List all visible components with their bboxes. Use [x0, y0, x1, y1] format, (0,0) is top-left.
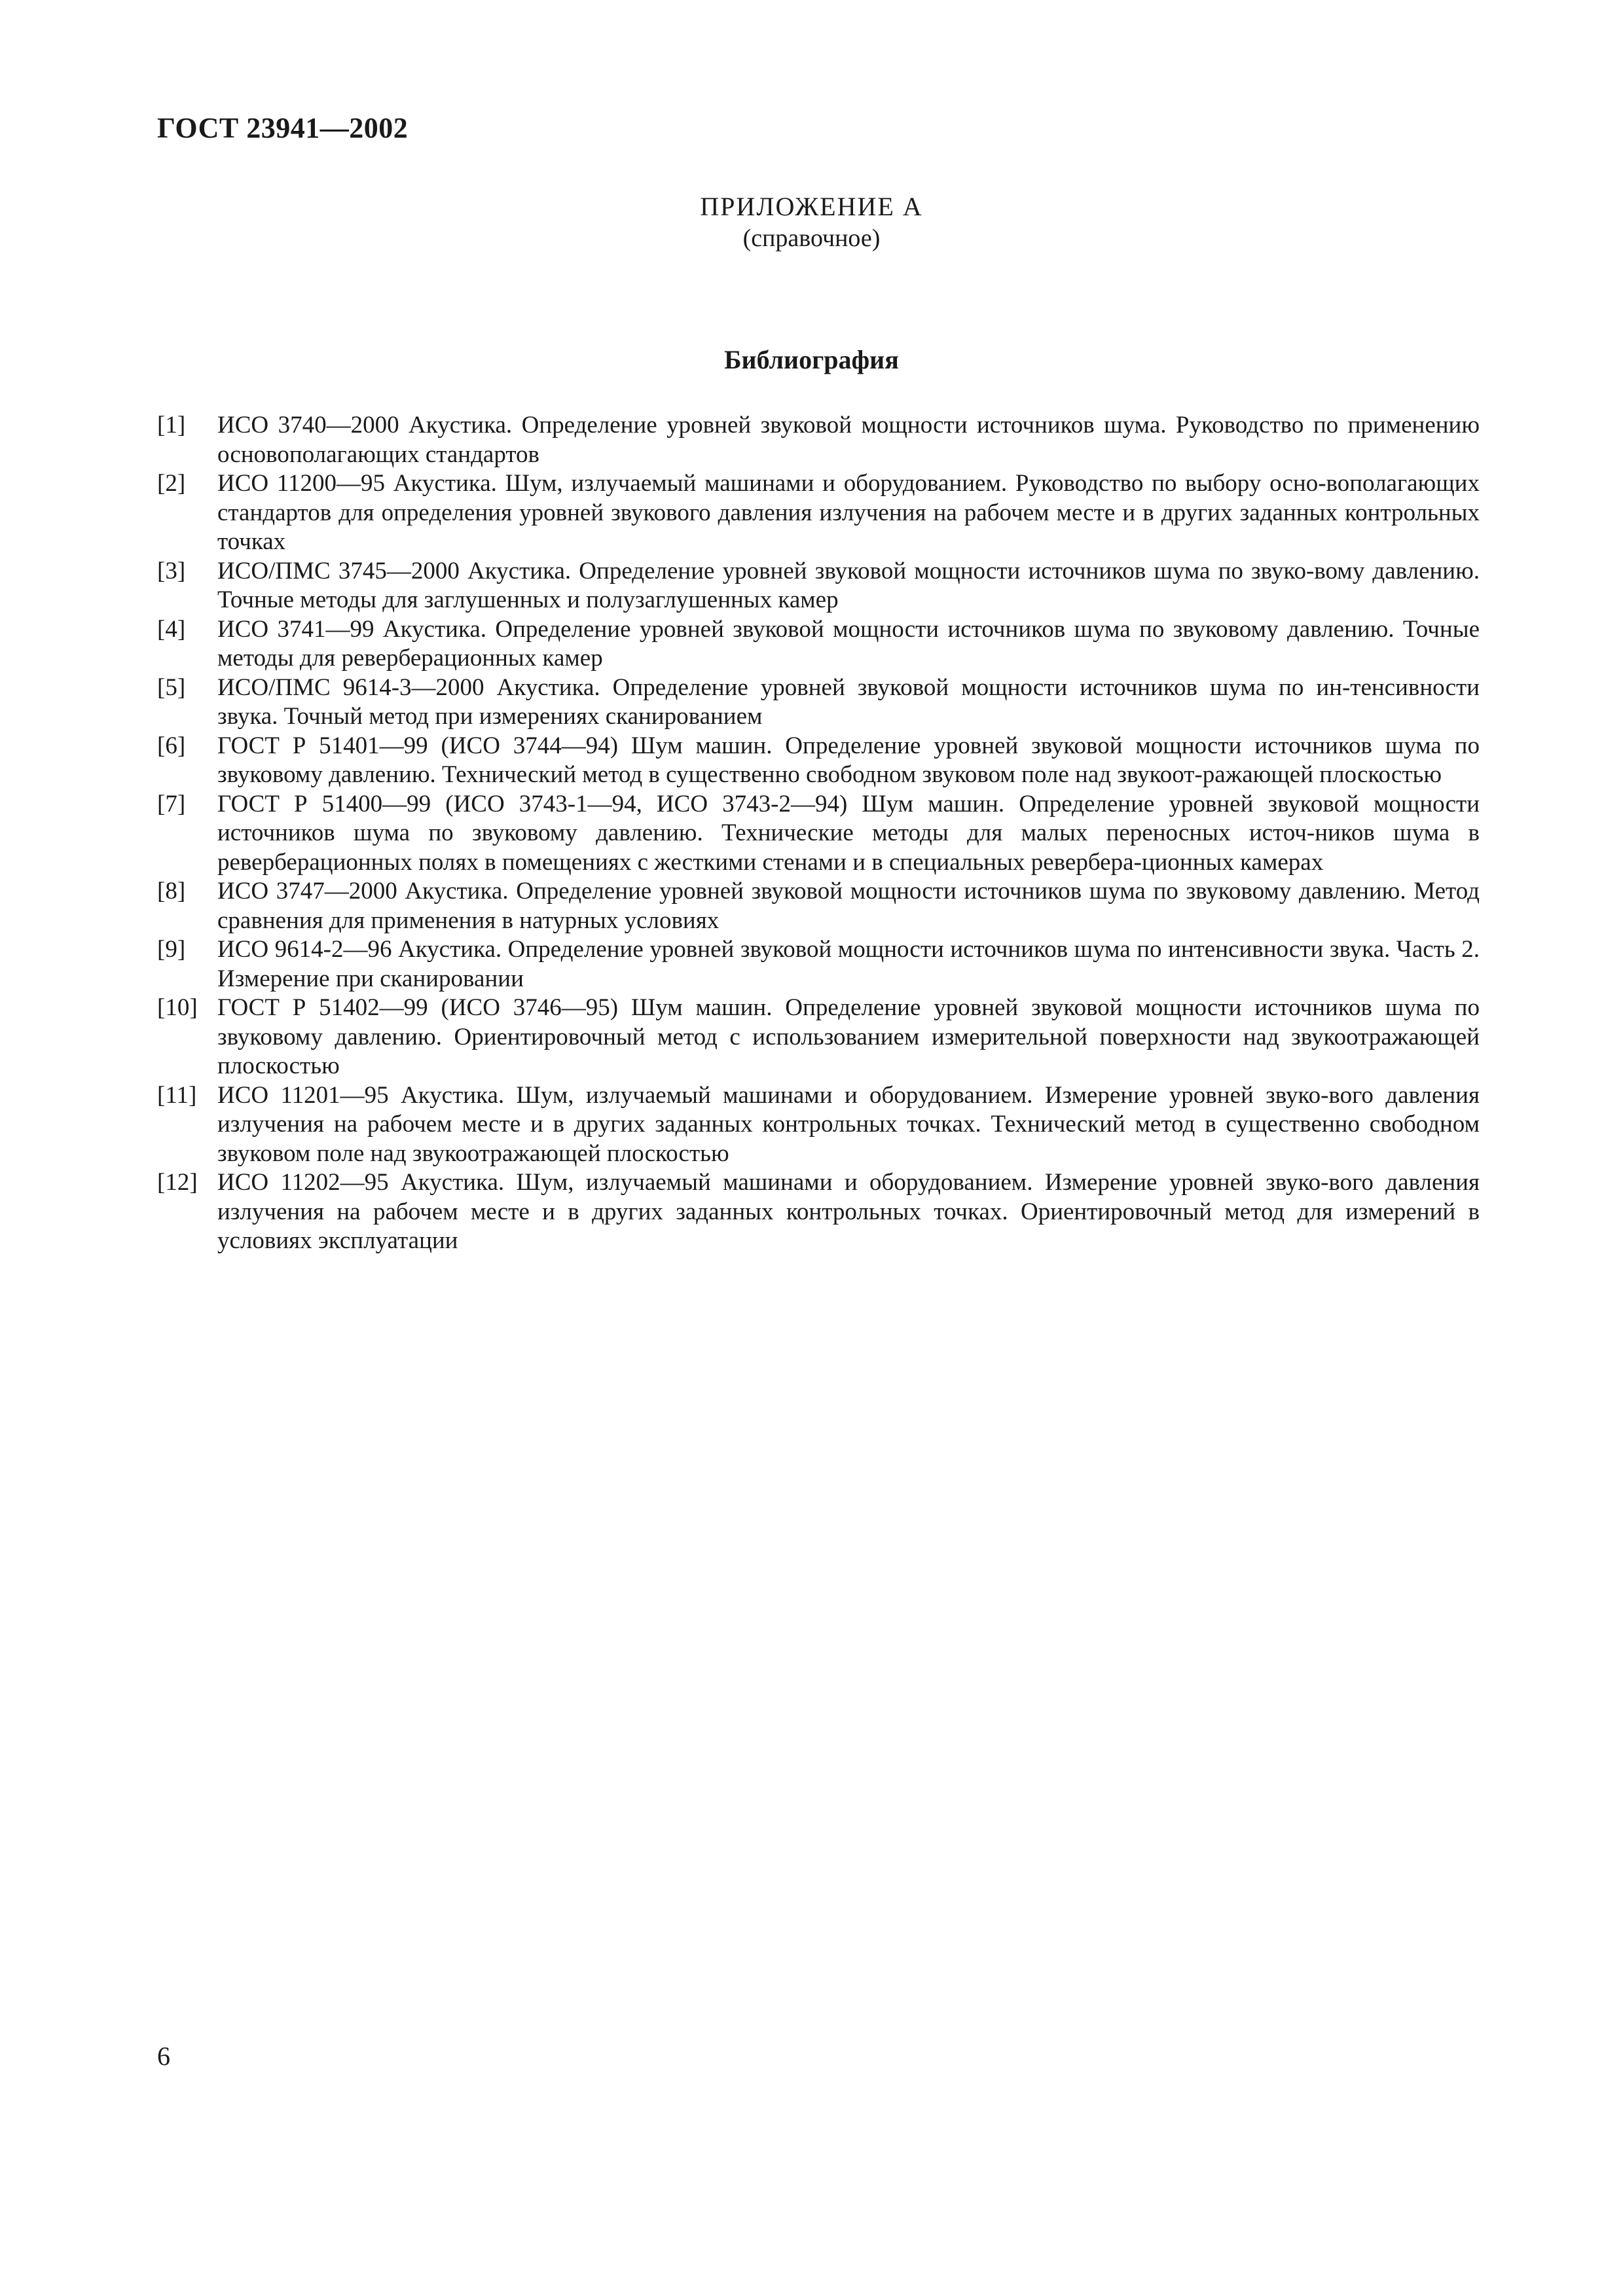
- bibliography-entry: [157, 469, 1480, 557]
- bibliography-entry: [157, 673, 1480, 732]
- bibliography-entry: [157, 877, 1480, 935]
- bibliography-entry: [157, 935, 1480, 994]
- bibliography-entry: [157, 411, 1480, 469]
- entry-number: [4]: [157, 615, 186, 643]
- document-header-id: ГОСТ 23941—2002: [157, 112, 409, 144]
- bibliography-entry: [157, 790, 1480, 878]
- entry-number: [11]: [157, 1081, 197, 1109]
- entry-text: ИСО 3741—99 Акустика. Определение уровней звуковой мощности источников шума по звуковому давлению. Точные методы для реверберационных камер: [217, 615, 1480, 672]
- entry-number: [7]: [157, 790, 186, 817]
- entry-number: [1]: [157, 412, 186, 439]
- entry-text: ГОСТ Р 51402—99 (ИСО 3746—95) Шум машин. Определение уровней звуковой мощности источников шума по звуковому давлению. Ориентировочный метод с использованием измерительной поверхности над звукоотражающей плоскостью: [217, 994, 1480, 1079]
- entry-text: ИСО 11201—95 Акустика. Шум, излучаемый машинами и оборудованием. Измерение уровней звуко-вого давления излучения на рабочем месте и в других заданных контрольных точках. Технический метод в существенно свободном звуковом поле над звукоотражающей плоскостью: [217, 1081, 1480, 1167]
- entry-number: [10]: [157, 994, 198, 1021]
- bibliography-entry: [157, 732, 1480, 790]
- entry-text: ИСО 3747—2000 Акустика. Определение уровней звуковой мощности источников шума по звуковому давлению. Метод сравнения для применения в натурных условиях: [217, 878, 1480, 934]
- entry-text: ГОСТ Р 51401—99 (ИСО 3744—94) Шум машин. Определение уровней звуковой мощности источников шума по звуковому давлению. Технический метод в существенно свободном звуковом поле над звукоот-ражающей плоскостью: [217, 732, 1480, 788]
- bibliography-entry: [157, 615, 1480, 673]
- page-number: 6: [157, 2041, 170, 2071]
- bibliography-list: [157, 411, 1480, 1256]
- bibliography-entry: [157, 557, 1480, 615]
- entry-number: [8]: [157, 878, 186, 905]
- annex-subtitle: (справочное): [742, 224, 881, 252]
- entry-number: [6]: [157, 732, 186, 759]
- entry-number: [2]: [157, 470, 186, 497]
- bibliography-entry: [157, 994, 1480, 1081]
- entry-text: ИСО 11202—95 Акустика. Шум, излучаемый машинами и оборудованием. Измерение уровней звуко-вого давления излучения на рабочем месте и в других заданных контрольных точках. Ориентировочный метод для измерений в условиях эксплуатации: [217, 1169, 1480, 1254]
- entry-text: ИСО/ПМС 3745—2000 Акустика. Определение уровней звуковой мощности источников шума по звуко-вому давлению. Точные методы для заглушенных и полузаглушенных камер: [217, 557, 1480, 613]
- entry-text: ИСО 3740—2000 Акустика. Определение уровней звуковой мощности источников шума. Руководство по применению основополагающих стандартов: [217, 412, 1480, 468]
- bibliography-entry: [157, 1081, 1480, 1169]
- entry-text: ИСО 11200—95 Акустика. Шум, излучаемый машинами и оборудованием. Руководство по выбору осно-вополагающих стандартов для определения уровней звукового давления излучения на рабочем месте и в других заданных контрольных точках: [217, 470, 1480, 555]
- entry-number: [9]: [157, 936, 186, 963]
- annex-title: ПРИЛОЖЕНИЕ А: [700, 192, 923, 221]
- entry-number: [3]: [157, 557, 186, 584]
- annex-heading: [0, 191, 1623, 254]
- entry-text: ИСО 9614-2—96 Акустика. Определение уровней звуковой мощности источников шума по интенсивности звука. Часть 2. Измерение при сканировании: [217, 936, 1480, 992]
- bibliography-entry: [157, 1168, 1480, 1256]
- section-title: Библиография: [724, 345, 899, 374]
- entry-number: [12]: [157, 1169, 198, 1196]
- entry-text: ГОСТ Р 51400—99 (ИСО 3743-1—94, ИСО 3743-2—94) Шум машин. Определение уровней звуковой мощности источников шума по звуковому давлению. Технические методы для малых переносных источ-ников шума в реверберационных полях в помещениях с жесткими стенами и в специальных ревербера-ционных камерах: [217, 790, 1480, 876]
- entry-number: [5]: [157, 673, 186, 701]
- entry-text: ИСО/ПМС 9614-3—2000 Акустика. Определение уровней звуковой мощности источников шума по ин-тенсивности звука. Точный метод при измерениях сканированием: [217, 673, 1480, 730]
